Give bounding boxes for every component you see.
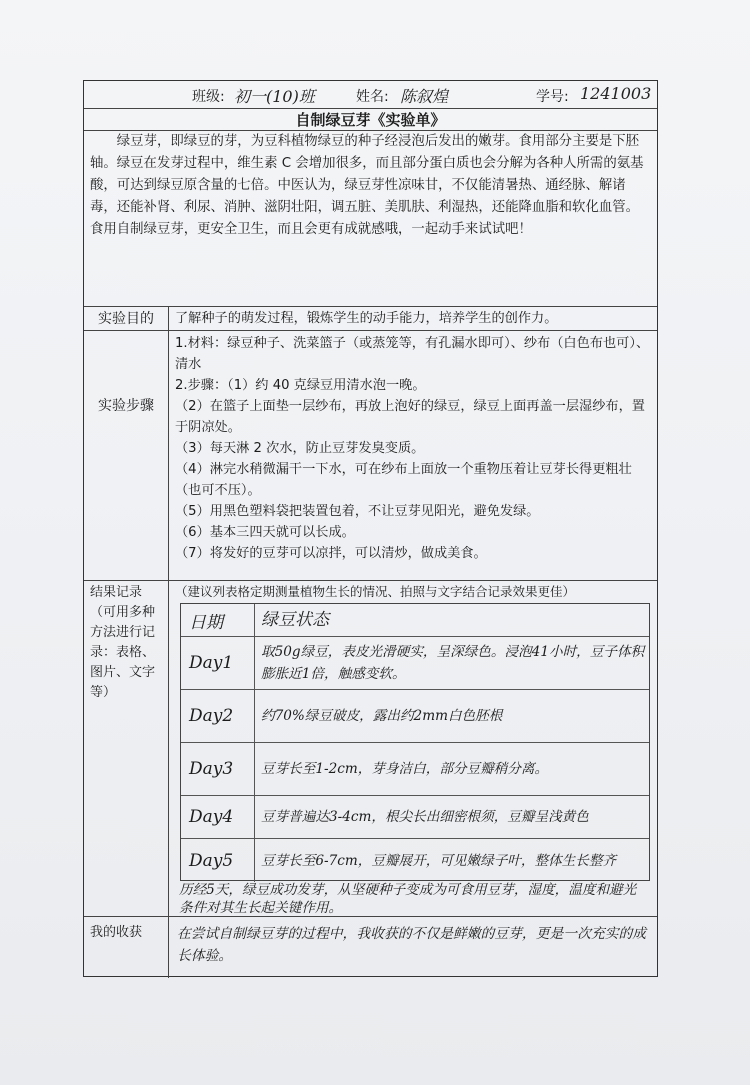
state-cell: 豆芽普遍达3-4cm，根尖长出细密根须，豆瓣呈浅黄色	[261, 809, 589, 825]
table-row	[181, 839, 649, 882]
step-line: （2）在篮子上面垫一层纱布，再放上泡好的绿豆，绿豆上面再盖一层湿纱布，置于阴凉处。	[175, 399, 645, 435]
step-line: （5）用黑色塑料袋把装置包着，不让豆芽见阳光，避免发绿。	[175, 504, 540, 519]
state-header: 绿豆状态	[261, 610, 329, 630]
form-title: 自制绿豆芽《实验单》	[84, 109, 657, 131]
intro-section	[84, 131, 657, 307]
state-cell: 约70%绿豆破皮，露出约2mm白色胚根	[261, 708, 503, 724]
steps-label: 实验步骤	[84, 331, 169, 580]
harvest-label: 我的收获	[84, 917, 169, 978]
day-cell: Day4	[181, 796, 255, 838]
state-cell: 豆芽长至6-7cm，豆瓣展开，可见嫩绿子叶，整体生长整齐	[261, 852, 617, 869]
date-header: 日期	[181, 604, 255, 636]
name-value: 陈叙煌	[400, 87, 449, 106]
name-label: 姓名:	[356, 89, 389, 105]
intro-text: 绿豆芽，即绿豆的芽，为豆科植物绿豆的种子经浸泡后发出的嫩芽。食用部分主要是下胚轴。绿豆在发芽过程中，维生素 C 会增加很多，而且部分蛋白质也会分解为各种人所需的氨基酸，可达到绿豆原含量的七倍。中医认为，绿豆芽性凉味甘，不仅能清暑热、通经脉、解诸毒，还能补肾、利尿、消肿、滋阴壮阳，调五脏、美肌肤、利湿热，还能降血脂和软化血管。食用自制绿豆芽，更安全卫生，而且会更有成就感哦，一起动手来试试吧！	[90, 134, 644, 237]
day-cell: Day1	[181, 637, 255, 689]
step-line: 2.步骤：（1）约 40 克绿豆用清水泡一晚。	[175, 378, 426, 393]
step-line: 1.材料：绿豆种子、洗菜篮子（或蒸笼等，有孔漏水即可）、纱布（白色布也可）、清水	[175, 336, 650, 372]
purpose-text: 了解种子的萌发过程，锻炼学生的动手能力，培养学生的创作力。	[175, 311, 558, 326]
table-row	[181, 690, 649, 743]
results-label: 结果记录（可用多种方法进行记录：表格、图片、文字等）	[84, 581, 169, 916]
state-cell: 豆芽长至1-2cm，芽身洁白，部分豆瓣稍分离。	[261, 761, 549, 777]
results-note: （建议列表格定期测量植物生长的情况、拍照与文字结合记录效果更佳）	[175, 584, 576, 599]
day-cell: Day2	[181, 690, 255, 742]
step-line: （4）淋完水稍微漏干一下水，可在纱布上面放一个重物压着让豆芽长得更粗壮（也可不压）。	[175, 462, 632, 498]
day-cell: Day5	[181, 839, 255, 882]
experiment-form	[83, 80, 658, 977]
steps-row	[84, 331, 657, 581]
step-line: （6）基本三四天就可以长成。	[175, 525, 355, 540]
class-label: 班级:	[192, 89, 225, 105]
step-line: （7）将发好的豆芽可以凉拌，可以清炒，做成美食。	[175, 546, 487, 561]
table-row	[181, 743, 649, 796]
results-summary: 历经5天，绿豆成功发芽，从坚硬种子变成为可食用豆芽，湿度，温度和避光条件对其生长起关键作用。	[179, 882, 637, 916]
state-cell: 取50g绿豆，表皮光滑硬实，呈深绿色。浸泡41小时，豆子体积膨胀近1倍，触感变软。	[261, 644, 645, 682]
results-row	[84, 581, 657, 917]
step-line: （3）每天淋 2 次水，防止豆芽发臭变质。	[175, 441, 425, 456]
day-cell: Day3	[181, 743, 255, 795]
table-row	[181, 796, 649, 839]
student-id-label: 学号:	[536, 89, 569, 105]
harvest-text: 在尝试自制绿豆芽的过程中，我收获的不仅是鲜嫩的豆芽，更是一次充实的成长体验。	[177, 926, 647, 964]
harvest-row	[84, 917, 657, 978]
table-row	[181, 637, 649, 690]
purpose-row	[84, 307, 657, 331]
class-value: 初一(10)班	[234, 87, 315, 106]
growth-record-table	[180, 603, 650, 881]
table-header-row	[181, 604, 649, 637]
steps-content	[169, 331, 657, 566]
purpose-label: 实验目的	[84, 307, 169, 330]
student-info-row	[84, 81, 657, 109]
student-id-value: 1241003	[580, 84, 652, 103]
